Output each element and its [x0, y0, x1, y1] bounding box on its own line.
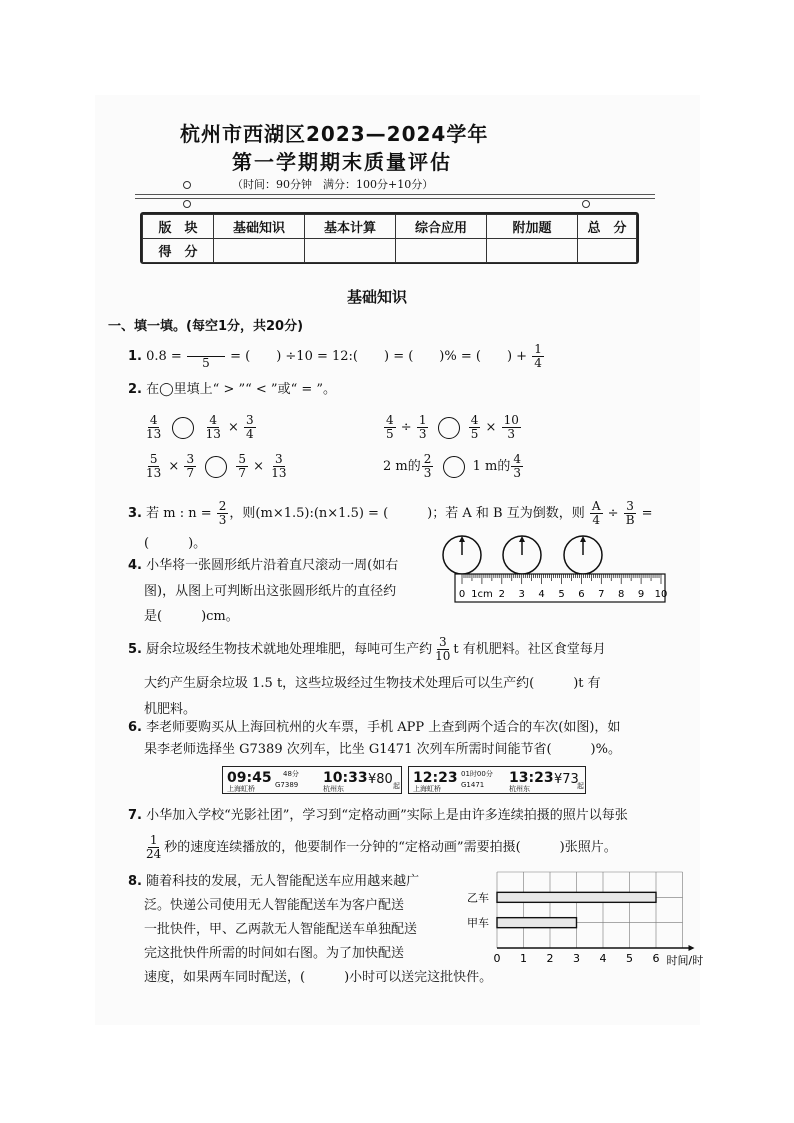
q2-text: 在◯里填上“ > ”“ < ”或“ = ”。	[146, 382, 337, 397]
binding-hole-left-bottom	[183, 200, 191, 208]
q8-line5: 速度，如果两车同时配送，( )小时可以送完这批快件。	[144, 970, 493, 985]
q1-lead: 0.8 =	[146, 349, 182, 364]
x-tick-label: 6	[652, 952, 660, 965]
q2d-f1-den: 3	[423, 466, 432, 480]
q5-line1	[128, 636, 606, 663]
ticket-g7389	[222, 766, 402, 794]
q2b-f1-den: 5	[386, 427, 394, 441]
question-2	[128, 380, 336, 400]
section-title: 基础知识	[347, 288, 408, 306]
score-cell-basic[interactable]	[214, 239, 305, 263]
header-rule-2	[135, 198, 655, 199]
q8-line2: 泛。快递公司使用无人智能配送车为客户配送	[144, 898, 405, 913]
exam-title-line2: 第一学期期末质量评估	[232, 150, 452, 174]
q1-rest: = ( ) ÷10 = 12:( ) = ( )% = ( ) +	[230, 349, 528, 364]
score-col-apply: 综合应用	[396, 215, 487, 239]
q1-tail-fraction	[532, 343, 544, 370]
q2b-compare-circle[interactable]	[438, 417, 460, 439]
q2d-f1-num: 2	[423, 452, 432, 466]
score-table-row2-label: 得 分	[143, 239, 214, 263]
q1-fraction	[187, 343, 225, 370]
ruler-figure	[440, 533, 670, 605]
bar-yi-car	[497, 892, 656, 902]
q2c-f1-num: 5	[149, 452, 158, 466]
q5-line2: 大约产生厨余垃圾 1.5 t，这些垃圾经过生物技术处理后可以生产约( )t 有	[144, 676, 601, 691]
q3-op: ÷	[607, 506, 619, 521]
q3-fracA-num: A	[591, 499, 601, 513]
q2c-f3-num: 5	[238, 452, 247, 466]
q2c-f3-den: 7	[238, 466, 247, 480]
q3-part2: ，则(m×1.5):(n×1.5) = ( )；若 A 和 B 互为倒数，则	[229, 506, 585, 521]
q3-frac-den: 3	[218, 513, 227, 527]
q7-frac-den: 24	[146, 847, 162, 861]
q2a-compare-circle[interactable]	[172, 417, 194, 439]
q2-number: 2.	[128, 382, 142, 397]
q7-line2-text: 秒的速度连续播放的，他要制作一分钟的“定格动画”需要拍摄( )张照片。	[164, 840, 617, 855]
ruler-label: 2	[498, 589, 505, 600]
q5-frac-den: 10	[435, 649, 451, 663]
score-cell-calc[interactable]	[305, 239, 396, 263]
ruler-label: 7	[598, 589, 605, 600]
q2-item-d	[383, 453, 524, 480]
q2-item-a	[143, 414, 257, 441]
ticket1-class: 起	[393, 782, 400, 790]
header-rule	[135, 194, 655, 195]
score-col-total: 总 分	[578, 215, 637, 239]
q2d-pre: 2 m的	[383, 459, 421, 474]
ruler-label: 9	[637, 589, 645, 600]
q3-line2: ( )。	[144, 536, 207, 551]
ticket1-price: ¥80	[368, 772, 393, 787]
q2a-op: ×	[227, 420, 239, 435]
q2a-f1-den: 13	[146, 427, 162, 441]
ticket1-train: G7389	[275, 781, 299, 789]
q2b-f4-den: 3	[507, 427, 516, 441]
q5-line1a: 厨余垃圾经生物技术就地处理堆肥，每吨可生产约	[146, 642, 433, 657]
q5-number: 5.	[128, 642, 142, 657]
q2c-f2-den: 7	[186, 466, 195, 480]
ruler-label: 6	[578, 589, 585, 600]
score-cell-bonus[interactable]	[487, 239, 578, 263]
delivery-time-chart	[455, 866, 704, 968]
q7-line2	[143, 834, 617, 861]
q3-frac-num: 2	[218, 499, 227, 513]
q7-number: 7.	[128, 808, 142, 823]
chart-tick-labels	[494, 952, 660, 965]
q3-fracA-den: 4	[592, 513, 600, 527]
x-tick-label: 4	[599, 952, 607, 965]
bar-jia-car	[497, 918, 577, 928]
ruler-label: 5	[558, 589, 565, 600]
chart-grid	[497, 872, 683, 948]
q2d-mid: 1 m的	[472, 459, 511, 474]
q2b-f3-num: 4	[470, 413, 479, 427]
q3-eq: =	[641, 506, 653, 521]
ticket1-depart: 09:45	[227, 770, 272, 786]
q2a-f2-den: 13	[205, 427, 221, 441]
q2a-f3-num: 3	[246, 413, 254, 427]
arrow-icon	[580, 536, 586, 542]
category-label: 甲车	[467, 916, 489, 930]
x-tick-label: 0	[493, 952, 501, 965]
q6-line1-text: 李老师要购买从上海回杭州的火车票，手机 APP 上查到两个适合的车次(如图)，如	[146, 720, 621, 735]
q8-line1-text: 随着科技的发展，无人智能配送车应用越来越广	[146, 874, 420, 889]
q2-item-c	[143, 453, 290, 480]
q4-line2: 图)，从图上可判断出这张圆形纸片的直径约	[144, 584, 397, 599]
q2d-compare-circle[interactable]	[443, 456, 465, 478]
score-table-row1-label: 版 块	[143, 215, 214, 239]
ruler-label: 1cm	[471, 589, 493, 600]
question-3	[128, 500, 653, 527]
arrow-icon	[459, 536, 465, 542]
ruler-label: 3	[518, 589, 525, 600]
q2a-f2-num: 4	[209, 413, 218, 427]
q8-line3: 一批快件，甲、乙两款无人智能配送车单独配送	[144, 922, 418, 937]
q5-line3: 机肥料。	[144, 702, 197, 717]
chart-category-labels	[467, 891, 489, 929]
q5-frac-num: 3	[438, 635, 447, 649]
ticket2-to: 杭州东	[509, 785, 530, 793]
q5-line1b: t 有机肥料。社区食堂每月	[453, 642, 606, 657]
q6-number: 6.	[128, 720, 142, 735]
q3-number: 3.	[128, 506, 142, 521]
ticket1-to: 杭州东	[323, 785, 344, 793]
q7-frac-num: 1	[149, 833, 158, 847]
ticket2-arrive: 13:23	[509, 770, 554, 786]
q3-fracB-den: B	[625, 513, 635, 527]
q8-line4: 完这批快件所需的时间如右图。为了加快配送	[144, 946, 405, 961]
q2b-f2-den: 3	[418, 427, 427, 441]
ruler-label: 10	[654, 589, 668, 600]
q2a-f3-den: 4	[246, 427, 254, 441]
q2c-f1-den: 13	[146, 466, 162, 480]
q6-line2: 果李老师选择坐 G7389 次列车，比坐 G1471 次列车所需时间能节省( )%。	[144, 742, 621, 757]
q2c-op1: ×	[168, 459, 180, 474]
q3-fracB-num: 3	[626, 499, 634, 513]
ticket1-from: 上海虹桥	[227, 785, 255, 793]
q1-tail-num: 1	[534, 342, 542, 356]
ruler-label: 4	[538, 589, 545, 600]
ruler-label: 8	[618, 589, 625, 600]
question-1	[128, 343, 545, 370]
q2b-f1-num: 4	[386, 413, 394, 427]
binding-hole-right	[582, 200, 590, 208]
q2d-f2-num: 4	[513, 452, 522, 466]
q1-fraction-den: 5	[202, 356, 210, 370]
part1-heading: 一、填一填。(每空1分，共20分)	[108, 319, 304, 334]
ticket2-depart: 12:23	[413, 770, 458, 786]
ticket2-price: ¥73	[554, 772, 579, 787]
ticket2-class: 起	[577, 782, 584, 790]
q8-number: 8.	[128, 874, 142, 889]
x-tick-label: 1	[520, 952, 527, 965]
score-cell-total[interactable]	[578, 239, 637, 263]
q2a-f1-num: 4	[149, 413, 158, 427]
score-cell-apply[interactable]	[396, 239, 487, 263]
chart-x-label: 时间/时	[666, 954, 704, 967]
q2b-op1: ÷	[400, 420, 412, 435]
score-col-basic: 基础知识	[214, 215, 305, 239]
q2c-f2-num: 3	[186, 452, 195, 466]
exam-title-line1: 杭州市西湖区2023—2024学年	[180, 122, 489, 146]
q6-line1	[128, 718, 620, 738]
score-table	[140, 212, 639, 264]
ticket1-duration: 48分	[283, 770, 299, 778]
q7-line1	[128, 806, 628, 826]
q2c-f4-num: 3	[275, 452, 283, 466]
arrow-icon	[519, 536, 525, 542]
x-tick-label: 5	[626, 952, 633, 965]
ticket-g1471	[408, 766, 586, 794]
q8-line1	[128, 872, 419, 892]
q2c-op2: ×	[253, 459, 265, 474]
q2-item-b	[383, 414, 522, 441]
q2b-f3-den: 5	[470, 427, 479, 441]
q2b-op2: ×	[485, 420, 497, 435]
q4-number: 4.	[128, 558, 142, 573]
q7-line1-text: 小华加入学校“光影社团”，学习到“定格动画”实际上是由许多连续拍摄的照片以每张	[146, 808, 628, 823]
ruler-label: 0	[458, 589, 466, 600]
q4-line1-text: 小华将一张圆形纸片沿着直尺滚动一周(如右	[146, 558, 399, 573]
q1-tail-den: 4	[534, 356, 542, 370]
q1-number: 1.	[128, 349, 142, 364]
binding-hole-left-top	[183, 181, 191, 189]
q3-part1: 若 m : n =	[146, 506, 212, 521]
ticket2-duration: 01时00分	[461, 770, 493, 778]
score-col-bonus: 附加题	[487, 215, 578, 239]
q4-line3: 是( )cm。	[144, 609, 239, 624]
q2c-f4-den: 13	[271, 466, 287, 480]
score-col-calc: 基本计算	[305, 215, 396, 239]
ticket2-from: 上海虹桥	[413, 785, 441, 793]
q2d-f2-den: 3	[513, 466, 522, 480]
exam-info: （时间：90分钟 满分：100分+10分）	[232, 178, 434, 191]
x-tick-label: 3	[573, 952, 580, 965]
q4-line1	[128, 556, 398, 576]
ticket2-train: G1471	[461, 781, 485, 789]
q2c-compare-circle[interactable]	[205, 456, 227, 478]
ticket1-arrive: 10:33	[323, 770, 368, 786]
category-label: 乙车	[467, 891, 489, 905]
q2b-f2-num: 1	[418, 413, 427, 427]
q2b-f4-num: 10	[503, 413, 519, 427]
x-tick-label: 2	[546, 952, 554, 965]
